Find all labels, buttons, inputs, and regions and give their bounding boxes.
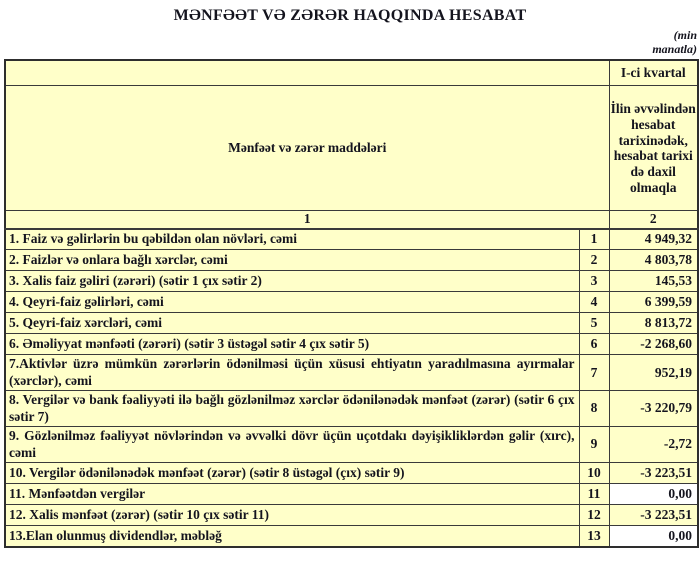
items-header-cell: Mənfəət və zərər maddələri [5,86,609,211]
table-row [5,526,698,547]
row-value: 145,53 [609,271,698,292]
row-value: 0,00 [609,526,698,547]
unit-note-wrap [0,28,697,56]
table-row [5,250,698,271]
header-row-period [5,60,698,86]
table-row [5,484,698,505]
row-label: 11. Mənfəətdən vergilər [5,484,579,505]
row-number: 8 [579,391,609,427]
header-row-titles [5,86,698,211]
row-label: 8. Vergilər və bank fəaliyyəti ilə bağlı gözlənilməz xərclər ödənilənədək mənfəət (zərər) (sətir 6 çıx sətir 7) [5,391,579,427]
row-number: 12 [579,505,609,526]
row-value: -3 223,51 [609,505,698,526]
row-label: 1. Faiz və gəlirlərin bu qəbildən olan növləri, cəmi [5,229,579,250]
row-number: 4 [579,292,609,313]
row-number: 13 [579,526,609,547]
period-header-cell: I-ci kvartal [609,60,698,86]
row-number: 3 [579,271,609,292]
row-number: 10 [579,463,609,484]
row-value: -3 220,79 [609,391,698,427]
row-label: 9. Gözlənilməz fəaliyyət növlərindən və əvvəlki dövr üçün uçotdakı dəyişikliklərdən gəlir (xırc), cəmi [5,427,579,463]
report-page [0,7,700,548]
row-value: 4 803,78 [609,250,698,271]
row-number: 5 [579,313,609,334]
row-label: 5. Qeyri-faiz xərcləri, cəmi [5,313,579,334]
table-row [5,505,698,526]
row-label: 13.Elan olunmuş dividendlər, məbləğ [5,526,579,547]
row-value: -3 223,51 [609,463,698,484]
row-value: 0,00 [609,484,698,505]
row-value: 4 949,32 [609,229,698,250]
table-row [5,391,698,427]
table-row [5,463,698,484]
row-label: 7.Aktivlər üzrə mümkün zərərlərin ödənilməsi üçün xüsusi ehtiyatın yaradılmasına ayırmalar (xərclər), cəmi [5,355,579,391]
row-number: 2 [579,250,609,271]
table-row [5,427,698,463]
profit-loss-table [4,59,699,547]
row-number: 11 [579,484,609,505]
value-column-number-cell: 2 [609,211,698,229]
row-label: 10. Vergilər ödənilənədək mənfəət (zərər) (sətir 8 üstəgəl (çıx) sətir 9) [5,463,579,484]
row-label: 2. Faizlər və onlara bağlı xərclər, cəmi [5,250,579,271]
unit-note: (min manatla) [652,28,697,57]
row-value: -2,72 [609,427,698,463]
value-header-cell: İlin əvvəlindən hesabat tarixinədək, hesabat tarixi də daxil olmaqla [609,86,698,211]
table-row [5,355,698,391]
row-number: 1 [579,229,609,250]
row-number: 7 [579,355,609,391]
table-row [5,334,698,355]
row-value: 6 399,59 [609,292,698,313]
row-label: 12. Xalis mənfəət (zərər) (sətir 10 çıx sətir 11) [5,505,579,526]
page-title: MƏNFƏƏT VƏ ZƏRƏR HAQQINDA HESABAT [173,7,527,24]
row-label: 4. Qeyri-faiz gəlirləri, cəmi [5,292,579,313]
table-row [5,313,698,334]
header-row-column-numbers [5,211,698,229]
header-empty-cell [5,60,609,86]
row-number: 9 [579,427,609,463]
table-row [5,271,698,292]
items-column-number-cell: 1 [5,211,609,229]
row-label: 6. Əməliyyat mənfəəti (zərəri) (sətir 3 üstəgəl sətir 4 çıx sətir 5) [5,334,579,355]
table-row [5,229,698,250]
table-row [5,292,698,313]
row-value: -2 268,60 [609,334,698,355]
row-value: 8 813,72 [609,313,698,334]
row-label: 3. Xalis faiz gəliri (zərəri) (sətir 1 çıx sətir 2) [5,271,579,292]
table-body [5,60,698,546]
row-value: 952,19 [609,355,698,391]
row-number: 6 [579,334,609,355]
